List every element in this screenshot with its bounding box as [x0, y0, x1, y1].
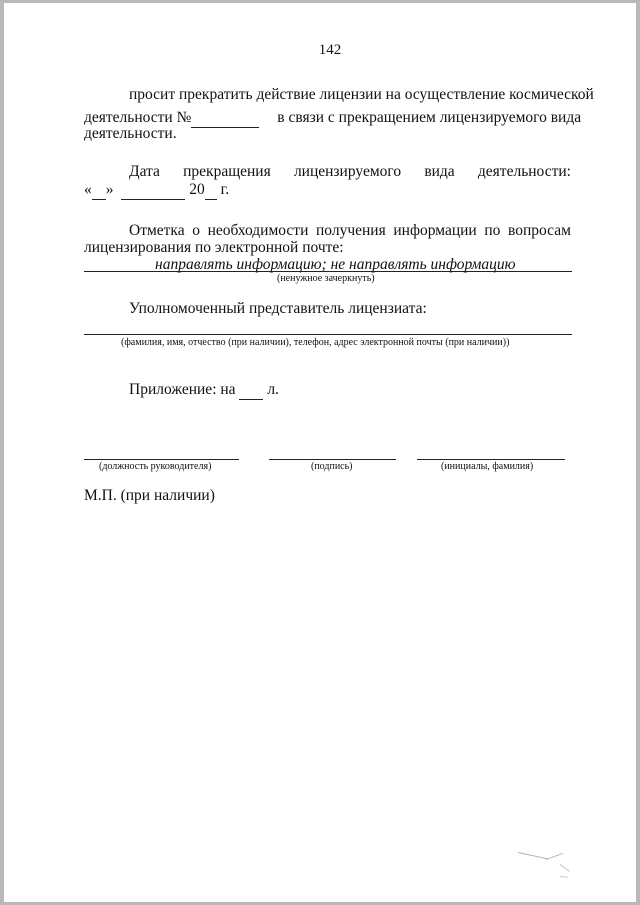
- representative-line[interactable]: [84, 334, 572, 335]
- request-line-2-prefix: деятельности №: [84, 109, 192, 126]
- position-caption: (должность руководителя): [99, 461, 212, 472]
- request-line-3: деятельности.: [84, 125, 177, 142]
- year-prefix: 20: [189, 181, 205, 198]
- word-receiving: получения: [316, 222, 386, 239]
- signature-line[interactable]: [269, 459, 396, 460]
- name-caption: (инициалы, фамилия): [441, 461, 534, 472]
- email-options[interactable]: направлять информацию; не направлять информацию: [155, 256, 516, 273]
- word-information: информации: [393, 222, 477, 239]
- quote-close: »: [105, 181, 114, 198]
- word-licensed: лицензируемого: [293, 163, 402, 180]
- word-necessity: необходимости: [207, 222, 309, 239]
- termination-date-line-2: [84, 181, 229, 200]
- month-blank[interactable]: [121, 181, 185, 200]
- representative-label: Уполномоченный представитель лицензиата:: [129, 300, 427, 317]
- attachment-line: [129, 381, 279, 400]
- document-page: [4, 3, 636, 902]
- email-notice-line-1: [129, 222, 571, 240]
- attachment-pages-blank[interactable]: [239, 381, 263, 400]
- representative-caption: (фамилия, имя, отчество (при наличии), телефон, адрес электронной почты (при наличии)): [121, 337, 510, 348]
- license-number-blank[interactable]: [191, 109, 259, 128]
- position-line[interactable]: [84, 459, 239, 460]
- email-options-underline: [84, 271, 572, 272]
- word-about: о: [192, 222, 200, 239]
- page-number: 142: [318, 42, 342, 58]
- word-on: по: [484, 222, 501, 239]
- termination-date-line-1: [129, 163, 571, 181]
- word-mark: Отметка: [129, 222, 185, 239]
- quote-open: «: [84, 181, 92, 198]
- word-questions: вопросам: [508, 222, 571, 239]
- word-date: Дата: [129, 163, 160, 180]
- word-activity: деятельности:: [477, 163, 571, 180]
- email-options-caption: (ненужное зачеркнуть): [277, 273, 375, 284]
- stamp-note: М.П. (при наличии): [84, 487, 215, 504]
- day-blank[interactable]: [92, 181, 106, 200]
- attachment-suffix: л.: [267, 381, 279, 398]
- year-suffix: г.: [220, 181, 230, 198]
- email-notice-line-2: лицензирования по электронной почте:: [84, 239, 344, 256]
- year-blank[interactable]: [205, 181, 217, 200]
- name-line[interactable]: [417, 459, 565, 460]
- request-line-1: просит прекратить действие лицензии на осуществление космической: [129, 86, 594, 103]
- attachment-prefix: Приложение: на: [129, 381, 236, 398]
- word-termination: прекращения: [183, 163, 271, 180]
- word-type: вида: [424, 163, 455, 180]
- signature-caption: (подпись): [311, 461, 353, 472]
- request-line-2-suffix: в связи с прекращением лицензируемого вида: [277, 109, 582, 126]
